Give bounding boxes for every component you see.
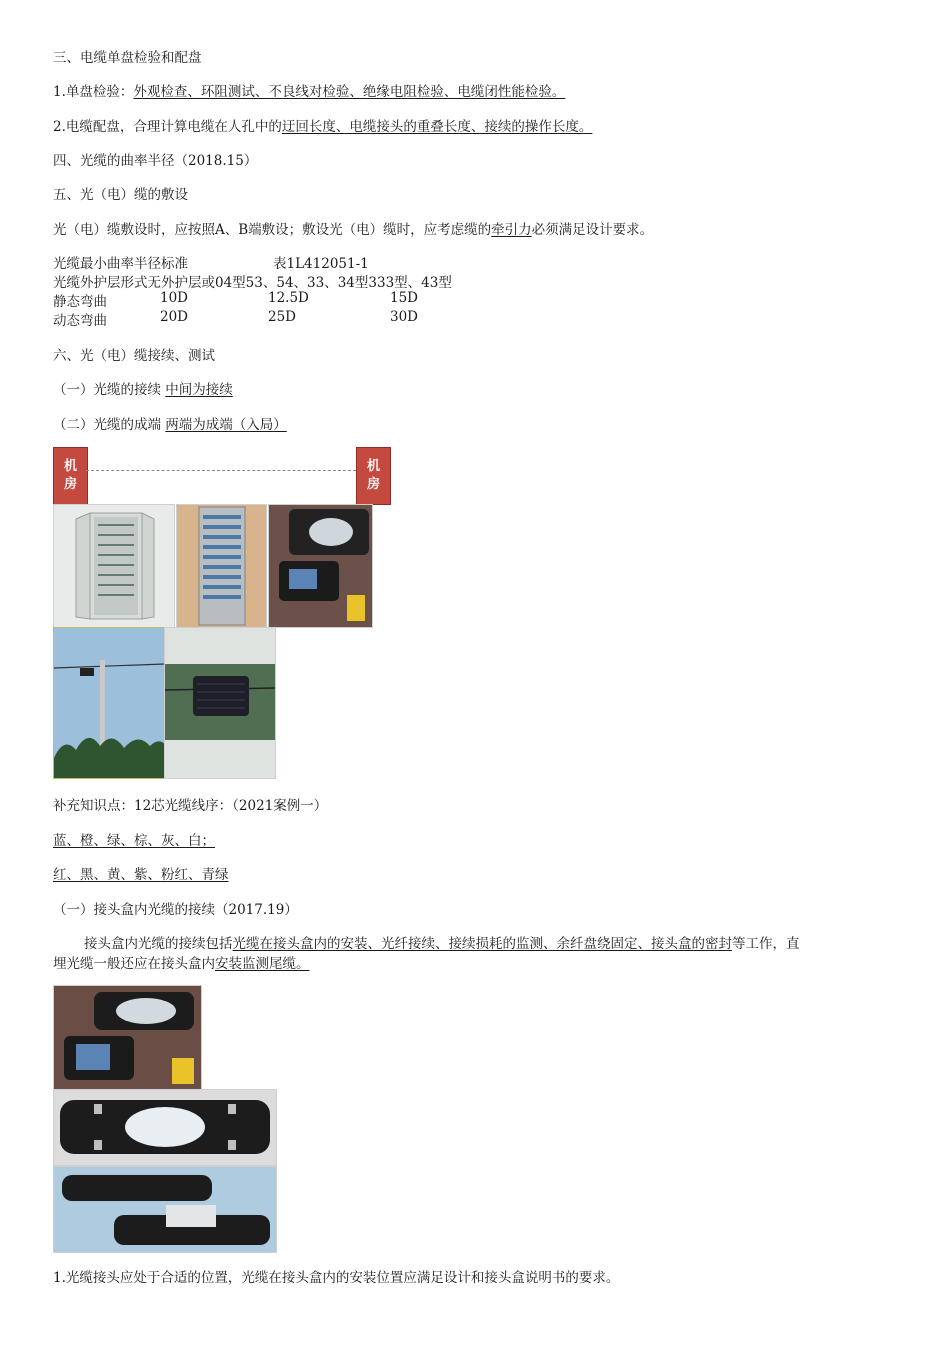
machine-room-tag-left <box>53 447 88 505</box>
table-row-label: 动态弯曲 <box>53 313 107 329</box>
allocation-items: 迂回长度、电缆接头的重叠长度、接续的操作长度。 <box>281 119 593 135</box>
section-6-heading: 六、光（电）缆接续、测试 <box>53 348 215 364</box>
odf-cabinet-photo <box>53 504 175 628</box>
traction-force: 牵引力 <box>491 222 532 238</box>
table-cell: 12.5D <box>268 290 309 306</box>
tag-char: 机 <box>63 459 77 474</box>
tag-char: 房 <box>366 477 380 492</box>
tag-char: 机 <box>366 459 380 474</box>
paragraph-closure-line1 <box>84 932 800 952</box>
table-number: 表1L412051-1 <box>273 256 369 272</box>
aerial-cable-pole-photo <box>53 627 166 779</box>
fiber-colors-line2: 红、黑、黄、紫、粉红、青绿 <box>53 867 229 883</box>
closure-requirement-1: 1.光缆接头应处于合适的位置，光缆在接头盒内的安装位置应满足设计和接头盒说明书的要求。 <box>53 1270 620 1286</box>
machine-room-tag-right <box>356 447 391 505</box>
para-text-c: 埋光缆一般还应在接头盒内 <box>53 956 215 972</box>
allocation-text: 2.电缆配盘，合理计算电缆在人孔中的 <box>53 119 282 135</box>
subsection-termination <box>53 413 287 433</box>
table-cell: 25D <box>268 309 297 325</box>
paragraph-closure-line2 <box>53 952 310 972</box>
inspection-items: 外观检查、环阻测试、不良线对检验、绝缘电阻检验、电缆闭性能检验。 <box>133 84 566 100</box>
tag-char: 房 <box>63 477 77 492</box>
table-cell: 20D <box>160 309 189 325</box>
paragraph-cable-allocation <box>53 115 592 135</box>
splicing-note: 中间为接续 <box>165 382 233 398</box>
laying-text-b: 必须满足设计要求。 <box>531 222 654 238</box>
paragraph-laying <box>53 218 653 238</box>
paragraph-single-reel-inspection <box>53 80 565 100</box>
closure-splicing-photo <box>53 985 202 1090</box>
fiber-color-order-2 <box>53 863 229 883</box>
para-text-b: 等工作，直 <box>732 936 800 952</box>
section-3-heading: 三、电缆单盘检验和配盘 <box>53 50 202 66</box>
splice-tray-photo <box>268 504 373 628</box>
table-caption: 光缆最小曲率半径标准 <box>53 256 188 272</box>
termination-label: （二）光缆的成端 <box>53 417 166 433</box>
table-cell: 10D <box>160 290 189 306</box>
para-underline-2: 安装监测尾缆。 <box>215 956 310 972</box>
section-4-heading: 四、光缆的曲率半径（2018.15） <box>53 153 258 169</box>
closure-open-photo <box>53 1089 277 1166</box>
section-5-heading: 五、光（电）缆的敷设 <box>53 187 188 203</box>
cable-dashed-line <box>86 470 356 471</box>
table-cell: 15D <box>390 290 419 306</box>
laying-text-a: 光（电）缆敷设时，应按照A、B端敷设；敷设光（电）缆时，应考虑缆的 <box>53 222 492 238</box>
fiber-colors-line1: 蓝、橙、绿、棕、灰、白； <box>53 833 215 849</box>
distribution-frame-photo <box>176 504 267 628</box>
supplement-title: 补充知识点：12芯光缆线序：（2021案例一） <box>53 798 328 814</box>
table-cell: 30D <box>390 309 419 325</box>
table-header: 光缆外护层形式无外护层或04型53、54、33、34型333型、43型 <box>53 275 452 291</box>
subsection-splicing <box>53 378 233 398</box>
para-text-a: 接头盒内光缆的接续包括 <box>84 936 233 952</box>
inspection-label: 1.单盘检验： <box>53 84 134 100</box>
para-underline-1: 光缆在接头盒内的安装、光纤接续、接续损耗的监测、余纤盘绕固定、接头盒的密封 <box>232 936 732 952</box>
closure-assembly-photo <box>53 1166 277 1253</box>
fiber-color-order-1 <box>53 829 215 849</box>
aerial-splice-closure-photo <box>164 627 276 779</box>
table-row-label: 静态弯曲 <box>53 294 107 310</box>
termination-note: 两端为成端（入局） <box>165 417 287 433</box>
splicing-label: （一）光缆的接续 <box>53 382 166 398</box>
subsection-closure-splicing: （一）接头盒内光缆的接续（2017.19） <box>53 902 298 918</box>
